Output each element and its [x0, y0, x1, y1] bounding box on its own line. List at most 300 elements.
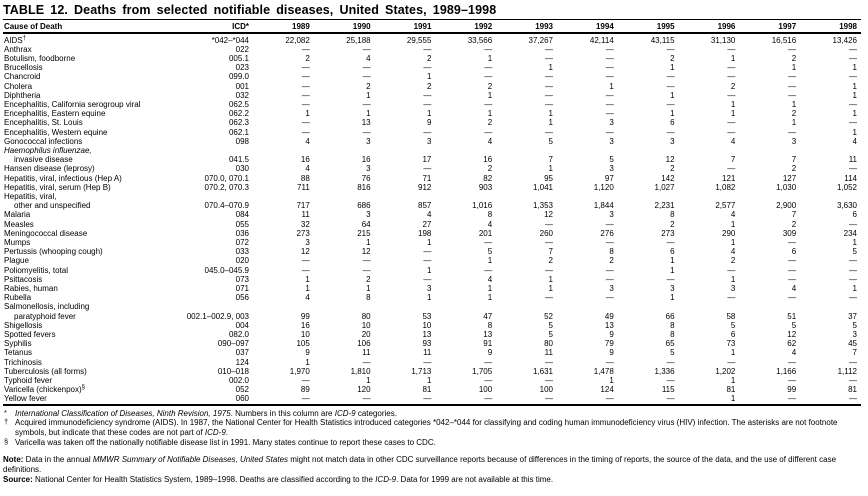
cell-value: 3 — [305, 237, 310, 247]
cell-value: 42,114 — [589, 35, 614, 45]
column-header: 1995 — [618, 20, 679, 33]
cell-icd: 032 — [235, 90, 249, 100]
cell-value: 1,112 — [837, 366, 857, 376]
cell-cause-of-death — [3, 54, 173, 63]
note-paragraph — [3, 455, 861, 475]
cell-value: — — [362, 72, 371, 82]
cell-value: — — [301, 127, 310, 137]
cell-value: 1 — [487, 53, 493, 63]
cause-label: Salmonellosis, including — [4, 302, 90, 312]
cause-label: Rabies, human — [4, 283, 58, 293]
table-row — [3, 358, 861, 367]
cell-value: 1 — [426, 237, 432, 247]
cell-cause-of-death — [3, 137, 173, 146]
cell-value: — — [666, 274, 675, 284]
cell-value: 6 — [730, 330, 736, 339]
cell-value: 5 — [730, 320, 736, 330]
footnote — [3, 409, 861, 419]
cell-value: — — [849, 53, 857, 63]
cause-label: Encephalitis, St. Louis — [4, 118, 83, 128]
cell-value: 105 — [296, 339, 310, 349]
cell-value: — — [788, 127, 797, 137]
cell-value: 1 — [305, 274, 310, 284]
cause-label-line — [4, 109, 173, 118]
cell-value: 1,202 — [715, 366, 736, 376]
cell-value: — — [544, 237, 553, 247]
footnote — [3, 418, 861, 437]
cell-value: 11 — [362, 348, 371, 358]
cell-value: 4 — [487, 274, 493, 284]
cell-value: 73 — [726, 339, 736, 349]
cell-value: — — [788, 265, 797, 275]
cell-cause-of-death — [3, 33, 173, 45]
cell-value: — — [605, 394, 614, 404]
cause-label-line — [4, 376, 173, 385]
text-segment: ICD-9 — [204, 428, 226, 438]
cell-value: 2,231 — [654, 201, 675, 211]
cell-value: 912 — [418, 182, 432, 192]
cause-label: Varicella (chickenpox) — [4, 385, 82, 395]
cell-value: — — [727, 265, 736, 275]
cell-value: 1 — [609, 376, 614, 386]
cell-value: 1 — [791, 63, 797, 73]
cell-cause-of-death — [3, 72, 173, 81]
cell-value: — — [666, 99, 675, 109]
column-header: Cause of Death — [3, 20, 173, 33]
table-row — [3, 128, 861, 137]
text-segment: Acquired immunodeficiency syndrome (AIDS). In 1987, the National Center for Health Statistics introduced categories *042–*044 for classifying and coding human immunodeficiency virus (HIV) infection. The asterisks are not footnote symbols, but indicate that these codes are not part of — [15, 418, 838, 438]
cell-value: — — [484, 127, 493, 137]
cause-label-line — [4, 284, 173, 293]
cell-value: — — [849, 44, 857, 54]
cause-label-line — [4, 91, 173, 100]
cell-icd: 070.2, 070.3 — [204, 182, 249, 192]
column-header: 1996 — [679, 20, 740, 33]
cell-value: 6 — [670, 247, 675, 257]
cell-value: 16 — [483, 155, 493, 165]
cell-value: 76 — [361, 173, 371, 183]
cell-value: 53 — [422, 311, 432, 321]
cell-value: 127 — [782, 173, 797, 183]
cause-label: Cholera — [4, 81, 33, 91]
cell-value: 16,516 — [771, 35, 797, 45]
cell-value: — — [727, 63, 736, 73]
cell-value: 1,027 — [654, 182, 675, 192]
cell-value: 1 — [730, 348, 736, 358]
cause-label: Encephalitis, California serogroup viral — [4, 99, 141, 109]
cell-value: 1 — [487, 109, 493, 119]
cell-value: 2 — [426, 53, 432, 63]
table-row — [3, 174, 861, 183]
cell-cause-of-death — [3, 321, 173, 330]
cell-value: — — [484, 265, 493, 275]
cell-value: 1 — [366, 109, 371, 119]
cause-label: Shigellosis — [4, 320, 43, 330]
cell-value: 1 — [670, 256, 675, 266]
cell-cause-of-death — [3, 82, 173, 91]
cell-value: 5 — [609, 155, 614, 165]
table-row — [3, 183, 861, 192]
cell-value: — — [605, 72, 614, 82]
table-row — [3, 137, 861, 146]
column-header: 1998 — [800, 20, 861, 33]
cell-value: 4 — [791, 348, 797, 358]
cause-label: Brucellosis — [4, 63, 43, 73]
cell-value: 12 — [665, 155, 675, 165]
cell-value: 1 — [852, 237, 857, 247]
cause-label: Spotted fevers — [4, 330, 56, 339]
cell-value: 7 — [852, 348, 857, 358]
cell-value: 100 — [539, 385, 553, 395]
table-row — [3, 210, 861, 219]
cause-label-line — [4, 183, 173, 192]
cause-label: Gonococcal infections — [4, 136, 83, 146]
cell-cause-of-death — [3, 146, 173, 164]
cell-value: 3 — [609, 136, 614, 146]
cell-value: — — [727, 357, 736, 367]
cell-value: 106 — [357, 339, 371, 349]
cell-value: 89 — [300, 385, 310, 395]
cell-icd: 036 — [235, 228, 249, 238]
cell-value: 115 — [661, 385, 675, 395]
cell-cause-of-death — [3, 91, 173, 100]
cell-value: — — [301, 44, 310, 54]
cell-value: — — [666, 376, 675, 386]
cell-value: — — [362, 256, 371, 266]
cell-value: 7 — [791, 155, 797, 165]
cell-value: 2 — [609, 256, 614, 266]
cell-cause-of-death — [3, 293, 173, 302]
cell-icd: 082.0 — [228, 330, 249, 339]
cell-value: 99 — [300, 311, 310, 321]
cell-value: 43,115 — [650, 35, 675, 45]
cause-label-continuation: other and unspecified — [14, 201, 91, 211]
cause-label-line — [4, 54, 173, 63]
cause-label-line — [4, 266, 173, 275]
cell-value: 3 — [366, 136, 371, 146]
cell-value: 16 — [300, 155, 310, 165]
cell-value: 1 — [730, 99, 736, 109]
text-segment: . Numbers in this column are — [230, 408, 335, 418]
cell-value: 4 — [487, 136, 493, 146]
cell-icd: 020 — [235, 256, 249, 266]
cell-value: — — [423, 63, 432, 73]
cell-value: 1 — [548, 283, 553, 293]
cell-value: — — [544, 99, 553, 109]
text-segment: ICD-9 — [375, 475, 397, 485]
cell-value: — — [849, 219, 857, 229]
cell-value: — — [484, 63, 493, 73]
cell-value: 8 — [670, 330, 675, 339]
column-header: 1990 — [314, 20, 375, 33]
cell-cause-of-death — [3, 45, 173, 54]
cell-value: 6 — [670, 118, 675, 128]
cell-value: — — [423, 164, 432, 174]
cell-value: — — [849, 265, 857, 275]
cell-value: — — [484, 394, 493, 404]
cause-label: Syphilis — [4, 339, 32, 349]
cell-value: 1 — [487, 256, 493, 266]
cell-value: 3 — [426, 283, 432, 293]
cell-value: 4 — [366, 53, 371, 63]
cell-value: 8 — [670, 320, 675, 330]
cell-value: 5 — [548, 136, 553, 146]
cell-value: — — [301, 63, 310, 73]
cell-value: 4 — [426, 210, 432, 220]
header-row — [3, 20, 861, 33]
cell-value: — — [849, 293, 857, 303]
cell-value: 2 — [487, 118, 493, 128]
footnotes-section — [3, 409, 861, 448]
cell-value: 1,970 — [289, 366, 310, 376]
cell-value: 2,900 — [776, 201, 797, 211]
cell-value: 81 — [422, 385, 432, 395]
cell-value: 11 — [301, 210, 310, 220]
text-segment: categories. — [355, 408, 397, 418]
cell-value: 260 — [539, 228, 553, 238]
cell-value: — — [666, 44, 675, 54]
cell-value: 3 — [670, 136, 675, 146]
cell-value: 124 — [600, 385, 614, 395]
cell-value: 1 — [548, 63, 553, 73]
cell-value: 1,016 — [472, 201, 493, 211]
cell-value: 32 — [300, 219, 310, 229]
cell-icd: 062.3 — [228, 118, 249, 128]
cell-value: 3 — [426, 136, 432, 146]
cell-value: 37,267 — [528, 35, 553, 45]
cell-value: 2 — [791, 164, 797, 174]
cell-value: 1 — [730, 394, 736, 404]
cell-value: 99 — [787, 385, 797, 395]
cell-icd: 010–018 — [217, 366, 249, 376]
cell-icd: 037 — [235, 348, 249, 358]
cell-icd: 052 — [235, 385, 249, 395]
cell-value: — — [788, 256, 797, 266]
cause-label-line — [4, 229, 173, 238]
table-row — [3, 376, 861, 385]
cell-icd: 033 — [235, 247, 249, 257]
cause-label-line — [4, 339, 173, 348]
cause-label: Encephalitis, Eastern equine — [4, 109, 106, 119]
cell-value: 1 — [670, 90, 675, 100]
cell-cause-of-death — [3, 266, 173, 275]
cause-label-line — [4, 293, 173, 302]
cell-value: 1 — [426, 265, 432, 275]
cell-value: — — [423, 90, 432, 100]
table-row — [3, 266, 861, 275]
cell-value: 5 — [852, 320, 857, 330]
table-row — [3, 146, 861, 164]
footnote-marker: § — [81, 384, 86, 391]
cell-value: — — [605, 109, 614, 119]
cell-value: 3 — [670, 283, 675, 293]
cell-value: — — [544, 219, 553, 229]
cell-cause-of-death — [3, 164, 173, 173]
cause-label-line — [4, 100, 173, 109]
cause-label-line — [4, 118, 173, 127]
cell-value: 13 — [422, 330, 432, 339]
column-header: 1993 — [496, 20, 557, 33]
cell-cause-of-death — [3, 394, 173, 404]
cell-value: 3 — [852, 330, 857, 339]
cell-value: 2 — [670, 164, 675, 174]
cell-value: 13 — [483, 330, 493, 339]
table-header — [3, 20, 861, 33]
cell-value: 7 — [730, 155, 736, 165]
cell-value: 5 — [852, 247, 857, 257]
cell-value: — — [788, 81, 797, 91]
cell-cause-of-death — [3, 302, 173, 320]
cell-value: 2 — [670, 219, 675, 229]
cell-value: 1 — [730, 109, 736, 119]
cell-icd: 072 — [235, 237, 249, 247]
cell-cause-of-death — [3, 348, 173, 357]
cell-value: 2 — [487, 81, 493, 91]
cell-cause-of-death — [3, 385, 173, 394]
cause-label: Hepatitis, viral, serum (Hep B) — [4, 182, 111, 192]
cause-label-line — [4, 72, 173, 81]
cell-value: 4 — [730, 210, 736, 220]
text-segment: . Data for 1999 are not available at this time. — [396, 475, 554, 485]
cell-value: — — [605, 99, 614, 109]
cell-value: 2 — [487, 164, 493, 174]
cell-value: — — [484, 99, 493, 109]
cell-value: 903 — [478, 182, 493, 192]
cell-value: 1 — [487, 90, 493, 100]
deaths-table — [3, 20, 861, 406]
table-row — [3, 256, 861, 265]
table-row — [3, 192, 861, 210]
cell-cause-of-death — [3, 238, 173, 247]
table-row — [3, 339, 861, 348]
cell-value: 93 — [422, 339, 432, 349]
cell-value: 857 — [418, 201, 432, 211]
cell-value: 10 — [361, 320, 371, 330]
cell-value: — — [423, 99, 432, 109]
cell-value: 1 — [852, 109, 857, 119]
cell-value: — — [544, 44, 553, 54]
cell-value: — — [666, 81, 675, 91]
cell-value: 3 — [366, 210, 371, 220]
cause-label-line — [4, 394, 173, 403]
table-row — [3, 33, 861, 45]
cell-value: — — [849, 99, 857, 109]
cell-icd: 030 — [235, 164, 249, 174]
cell-value: 1 — [366, 90, 371, 100]
cell-icd: 099.0 — [228, 72, 249, 82]
cell-value: 10 — [300, 330, 310, 339]
cell-value: — — [605, 219, 614, 229]
footnote-symbol: § — [4, 436, 9, 446]
cell-value: — — [727, 118, 736, 128]
cell-value: 4 — [305, 293, 310, 303]
cell-value: 1 — [305, 109, 310, 119]
footnote-symbol: † — [4, 417, 9, 427]
cell-value: 22,082 — [285, 35, 310, 45]
cell-value: — — [544, 72, 553, 82]
cell-value: 11 — [848, 155, 857, 165]
cell-value: 13 — [361, 118, 371, 128]
cell-value: 234 — [843, 228, 857, 238]
cell-icd: 060 — [235, 394, 249, 404]
cell-value: 1 — [670, 293, 675, 303]
cell-value: 5 — [548, 330, 553, 339]
cell-value: 64 — [361, 219, 371, 229]
cell-value: 215 — [357, 228, 371, 238]
cell-value: 3 — [609, 118, 614, 128]
cell-value: 1 — [670, 109, 675, 119]
cell-value: 1 — [548, 274, 553, 284]
cell-value: 1 — [366, 376, 371, 386]
cause-label: AIDS — [4, 35, 23, 45]
table-row — [3, 348, 861, 357]
cell-icd: 041.5 — [228, 155, 249, 165]
table-title: TABLE 12. Deaths from selected notifiable diseases, United States, 1989–1998 — [3, 3, 861, 20]
cell-icd: 022 — [235, 44, 249, 54]
table-row — [3, 54, 861, 63]
cell-icd: 070.0, 070.1 — [204, 173, 249, 183]
cell-value: 11 — [544, 348, 553, 358]
cell-value: — — [788, 44, 797, 54]
cell-value: 1,030 — [776, 182, 797, 192]
cell-icd: 124 — [235, 357, 249, 367]
table-row — [3, 91, 861, 100]
cell-value: 6 — [791, 247, 797, 257]
cell-value: 71 — [422, 173, 432, 183]
cell-icd: 073 — [235, 274, 249, 284]
cell-value: 816 — [357, 182, 371, 192]
cause-label: Malaria — [4, 210, 31, 220]
cell-value: 9 — [609, 348, 614, 358]
cell-cause-of-death — [3, 100, 173, 109]
cause-label-line — [4, 174, 173, 183]
cell-icd: 004 — [235, 320, 249, 330]
cause-label: Tuberculosis (all forms) — [4, 366, 87, 376]
cell-value: 7 — [548, 247, 553, 257]
cause-label-line — [4, 128, 173, 137]
cell-cause-of-death — [3, 118, 173, 127]
cell-cause-of-death — [3, 275, 173, 284]
cell-value: 33,566 — [467, 35, 493, 45]
cell-value: 82 — [483, 173, 493, 183]
cell-icd: *042–*044 — [211, 35, 249, 45]
cell-value: — — [727, 44, 736, 54]
cell-value: — — [484, 357, 493, 367]
column-header: 1992 — [435, 20, 496, 33]
cause-label: Typhoid fever — [4, 376, 53, 386]
column-header: 1997 — [739, 20, 800, 33]
cause-label: Hansen disease (leprosy) — [4, 164, 95, 174]
cell-value: 1 — [730, 274, 736, 284]
cell-value: 1,120 — [593, 182, 614, 192]
text-segment: Note: — [3, 455, 24, 465]
cell-value: 4 — [730, 247, 736, 257]
cause-label: Mumps — [4, 237, 31, 247]
cell-value: 12 — [787, 330, 797, 339]
cell-cause-of-death — [3, 229, 173, 238]
cell-value: 8 — [487, 320, 493, 330]
cell-value: 9 — [487, 348, 493, 358]
cell-value: — — [727, 72, 736, 82]
cell-value: 13 — [604, 320, 614, 330]
cell-value: — — [605, 63, 614, 73]
table-row — [3, 63, 861, 72]
cell-value: — — [544, 293, 553, 303]
cell-value: 4 — [791, 283, 797, 293]
cell-value: 27 — [422, 219, 432, 229]
cell-value: 1,082 — [715, 182, 736, 192]
table-row — [3, 229, 861, 238]
